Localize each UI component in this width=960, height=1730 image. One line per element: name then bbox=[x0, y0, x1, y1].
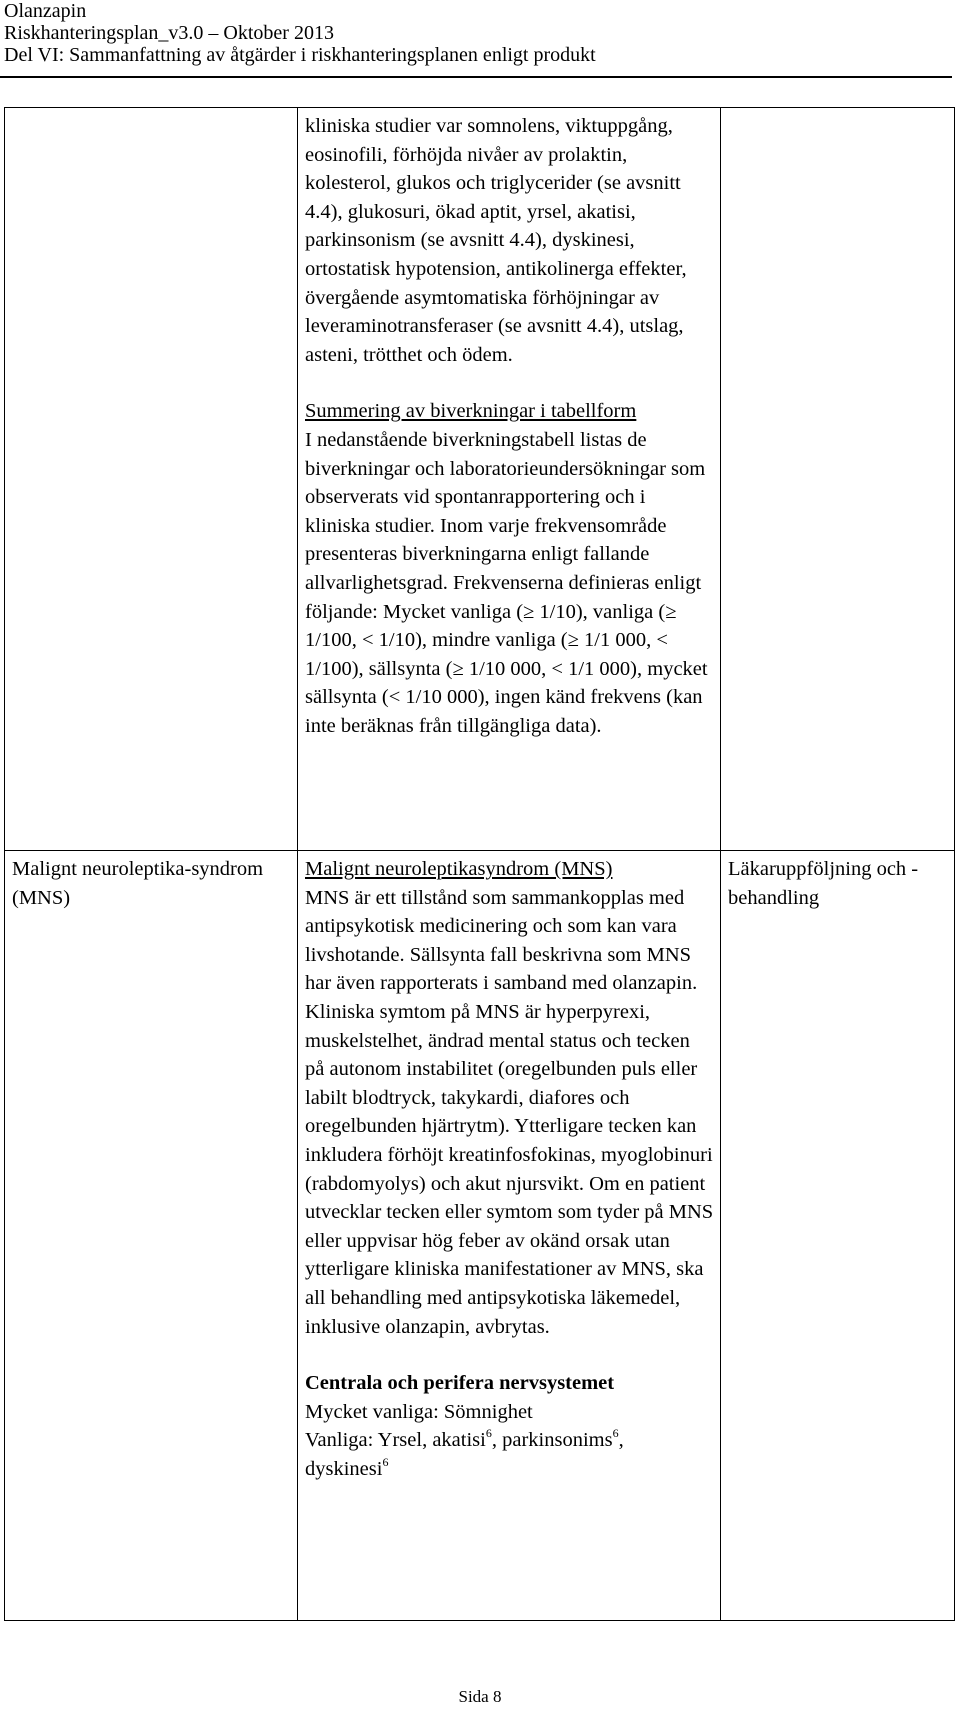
footnote-ref: 6 bbox=[612, 1426, 619, 1441]
page-header bbox=[4, 0, 952, 66]
very-common-line: Mycket vanliga: Sömnighet bbox=[305, 1400, 533, 1423]
adverse-effects-paragraph: kliniska studier var somnolens, viktuppgång, eosinofili, förhöjda nivåer av prolaktin, kolesterol, glukos och triglycerider (se avsnitt 4.4), glukosuri, ökad aptit, yrsel, akatisi, parkinsonism (se avsnitt 4.4), dyskinesi, ortostatisk hypotension, antikolinerga effekter, övergående asymtomatiska förhöjningar av leveraminotransferaser (se avsnitt 4.4), utslag, asteni, trötthet och ödem. bbox=[305, 115, 687, 366]
common-text: Vanliga: Yrsel, akatisi bbox=[305, 1429, 486, 1452]
header-rule bbox=[0, 76, 952, 78]
row1-col2 bbox=[298, 108, 721, 851]
risk-measure: Läkaruppföljning och -behandling bbox=[728, 858, 919, 909]
risk-name: Malignt neuroleptika-syndrom (MNS) bbox=[12, 858, 264, 909]
mns-heading: Malignt neuroleptikasyndrom (MNS) bbox=[305, 858, 613, 880]
footnote-ref: 6 bbox=[382, 1455, 389, 1470]
frequency-paragraph: I nedanstående biverkningstabell listas de biverkningar och laboratorieundersökningar som observerats vid spontanrapportering och i kliniska studier. Inom varje frekvensområde presenteras biverkningarna enligt fallande allvarlighetsgrad. Frekvenserna definieras enligt följande: Mycket vanliga (≥ 1/10), vanliga (≥ 1/100, < 1/10), mindre vanliga (≥ 1/1 000, < 1/100), sällsynta (≥ 1/10 000, < 1/1 000), mycket sällsynta (< 1/10 000), ingen känd frekvens (kan inte beräknas från tillgängliga data). bbox=[305, 428, 708, 737]
row2-col1 bbox=[5, 851, 298, 1621]
footnote-ref: 6 bbox=[485, 1426, 492, 1441]
common-text: dyskinesi bbox=[305, 1457, 383, 1480]
summary-heading: Summering av biverkningar i tabellform bbox=[305, 400, 637, 423]
table-row bbox=[5, 108, 955, 851]
row1-col1 bbox=[5, 108, 298, 851]
header-product: Olanzapin bbox=[4, 0, 87, 22]
page-number: Sida 8 bbox=[458, 1687, 502, 1706]
row2-col3 bbox=[721, 851, 955, 1621]
common-line bbox=[305, 1426, 714, 1483]
row2-col2 bbox=[298, 851, 721, 1621]
table-row bbox=[5, 851, 955, 1621]
header-section: Del VI: Sammanfattning av åtgärder i riskhanteringsplanen enligt produkt bbox=[4, 44, 596, 66]
header-document: Riskhanteringsplan_v3.0 – Oktober 2013 bbox=[4, 22, 334, 44]
nervous-system-heading: Centrala och perifera nervsystemet bbox=[305, 1372, 615, 1395]
risk-table bbox=[4, 107, 955, 1621]
common-text: , bbox=[618, 1429, 624, 1452]
mns-paragraph: MNS är ett tillstånd som sammankopplas med antipsykotisk medicinering och som kan vara livshotande. Sällsynta fall beskrivna som MNS har även rapporterats i samband med olanzapin. Kliniska symtom på MNS är hyperpyrexi, muskelstelhet, ändrad mental status och tecken på autonom instabilitet (oregelbunden puls eller labilt blodtryck, takykardi, diafores och oregelbunden hjärtrytm). Ytterligare tecken kan inkludera förhöjt kreatinfosfokinas, myoglobinuri (rabdomyolys) och akut njursvikt. Om en patient utvecklar tecken eller symtom som tyder på MNS eller uppvisar hög feber av okänd orsak utan ytterligare kliniska manifestationer av MNS, ska all behandling med antipsykotiska läkemedel, inklusive olanzapin, avbrytas. bbox=[305, 886, 714, 1338]
row1-col3 bbox=[721, 108, 955, 851]
common-text: , parkinsonims bbox=[491, 1429, 613, 1452]
